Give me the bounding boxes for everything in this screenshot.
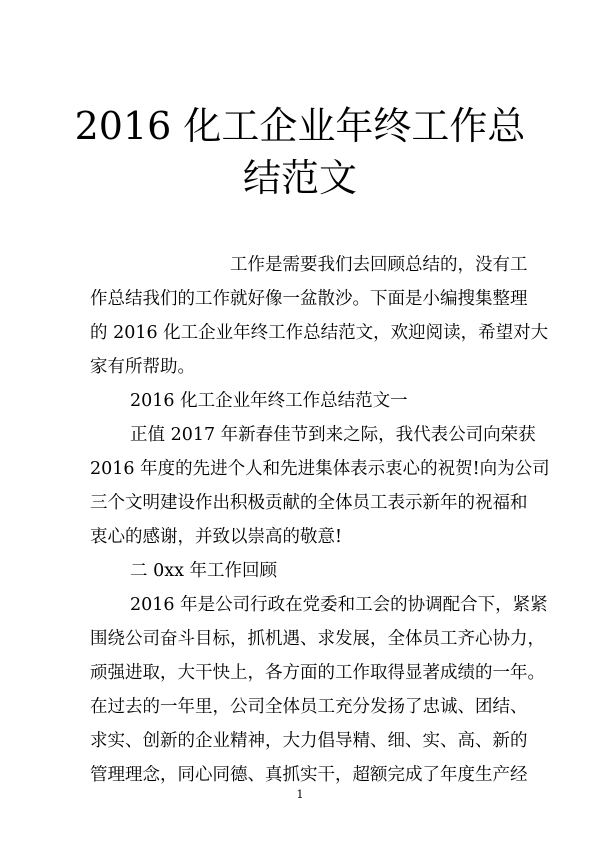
body-line: 衷心的感谢，并致以崇高的敬意! (90, 527, 343, 547)
body-line: 家有所帮助。 (90, 357, 195, 377)
section-heading: 二 0xx 年工作回顾 (130, 561, 277, 581)
document-title (60, 100, 540, 204)
body-line: 求实、创新的企业精神，大力倡导精、细、实、高、新的 (90, 731, 528, 751)
section-heading: 2016 化工企业年终工作总结范文一 (130, 391, 408, 411)
body-line: 作总结我们的工作就好像一盆散沙。下面是小编搜集整理 (90, 289, 528, 309)
title-line-2: 结范文 (242, 156, 357, 200)
body-line: 顽强进取，大干快上，各方面的工作取得显著成绩的一年。 (90, 663, 545, 683)
body-line: 管理理念，同心同德、真抓实干，超额完成了年度生产经 (90, 765, 528, 785)
page-number: 1 (296, 788, 304, 801)
body-line: 三个文明建设作出积极贡献的全体员工表示新年的祝福和 (90, 493, 528, 513)
body-line: 2016 年度的先进个人和先进集体表示衷心的祝贺!向为公司 (90, 459, 550, 479)
title-line-1: 2016 化工企业年终工作总 (74, 104, 526, 148)
body-line: 工作是需要我们去回顾总结的，没有工 (230, 255, 528, 275)
body-line: 2016 年是公司行政在党委和工会的协调配合下，紧紧 (130, 595, 548, 615)
body-line: 在过去的一年里，公司全体员工充分发扬了忠诚、团结、 (90, 697, 528, 717)
body-line: 围绕公司奋斗目标，抓机遇、求发展，全体员工齐心协力， (90, 629, 545, 649)
body-line: 的 2016 化工企业年终工作总结范文，欢迎阅读，希望对大 (90, 323, 549, 343)
body-line: 正值 2017 年新春佳节到来之际，我代表公司向荣获 (130, 425, 536, 445)
